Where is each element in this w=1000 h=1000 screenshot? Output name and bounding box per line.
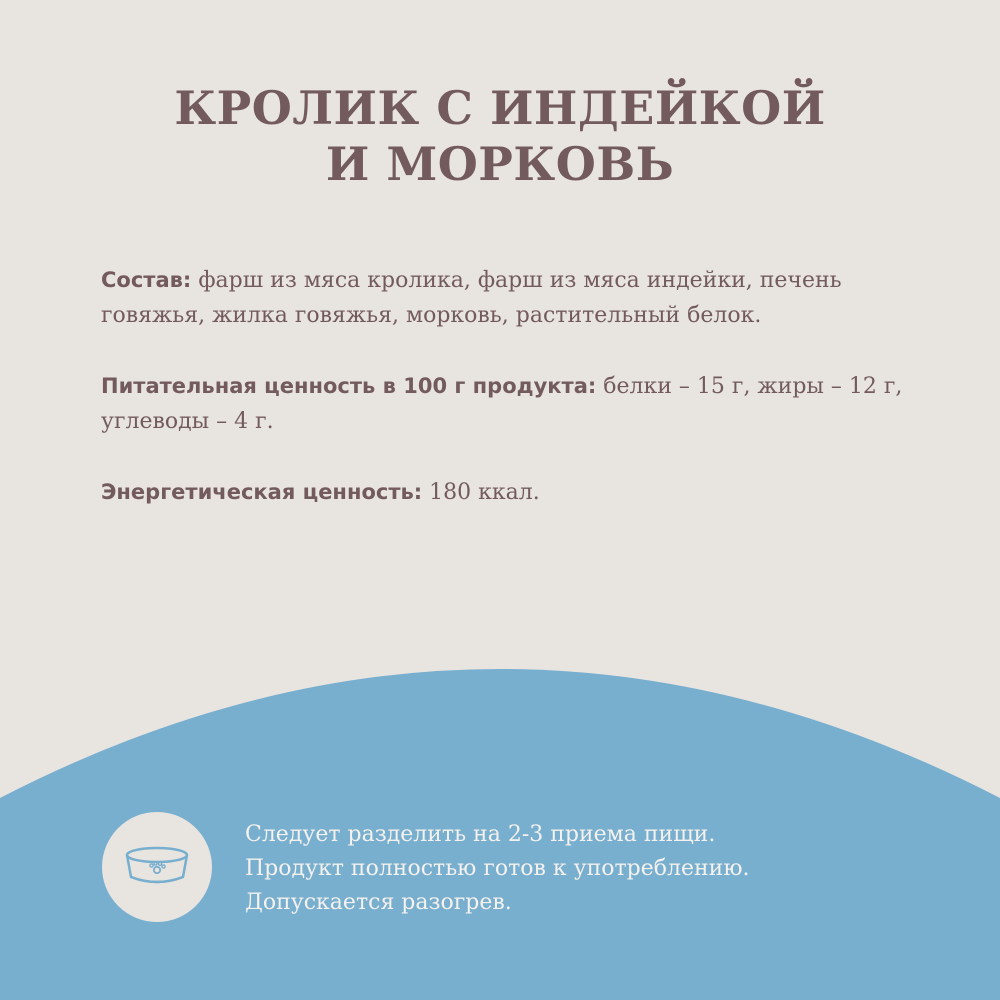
- composition-label: Состав:: [101, 268, 192, 292]
- energy-text: 180 ккал.: [422, 480, 540, 505]
- title-line-1: КРОЛИК С ИНДЕЙКОЙ: [174, 81, 826, 135]
- nutrition-label: Питательная ценность в 100 г продукта:: [101, 374, 597, 398]
- bowl-badge: [102, 812, 212, 922]
- instruction-line: Следует разделить на 2-3 приема пищи.: [245, 822, 716, 847]
- instruction-line: Допускается разогрев.: [245, 890, 512, 915]
- pet-bowl-icon: [117, 837, 197, 897]
- instruction-line: Продукт полностью готов к употреблению.: [245, 856, 750, 881]
- energy-label: Энергетическая ценность:: [101, 480, 423, 504]
- composition-text: фарш из мяса кролика, фарш из мяса индейки, печень говяжья, жилка говяжья, морковь, растительный белок.: [101, 268, 842, 328]
- nutrition-text: белки – 15 г, жиры – 12 г, углеводы – 4 г.: [101, 374, 903, 434]
- title-line-2: И МОРКОВЬ: [325, 137, 675, 191]
- serving-instructions: [245, 818, 965, 920]
